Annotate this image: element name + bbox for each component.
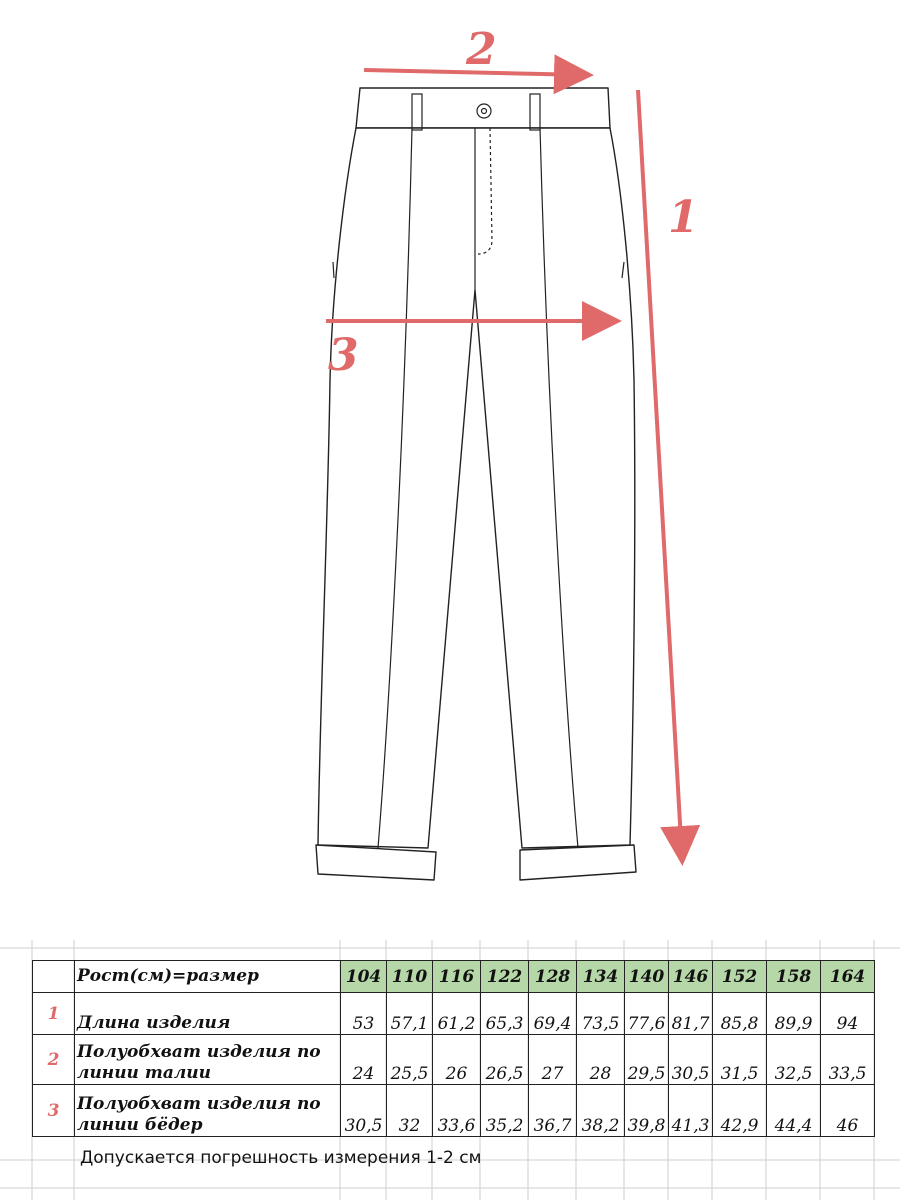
row-index-cell: 1 bbox=[33, 993, 75, 1035]
measurement-note: Допускается погрешность измерения 1-2 см bbox=[80, 1148, 482, 1168]
value-cell: 30,5 bbox=[669, 1035, 713, 1085]
value-cell: 61,2 bbox=[433, 993, 481, 1035]
size-header-cell: 116 bbox=[433, 961, 481, 993]
header-index-cell bbox=[33, 961, 75, 993]
pants-body bbox=[318, 128, 635, 848]
value-cell: 81,7 bbox=[669, 993, 713, 1035]
value-cell: 42,9 bbox=[713, 1085, 767, 1137]
value-cell: 85,8 bbox=[713, 993, 767, 1035]
value-cell: 26 bbox=[433, 1035, 481, 1085]
left-cuff bbox=[316, 845, 436, 880]
row-index-cell: 3 bbox=[33, 1085, 75, 1137]
value-cell: 24 bbox=[341, 1035, 387, 1085]
right-cuff bbox=[520, 845, 636, 880]
value-cell: 73,5 bbox=[577, 993, 625, 1035]
value-cell: 32,5 bbox=[767, 1035, 821, 1085]
value-cell: 94 bbox=[821, 993, 875, 1035]
value-cell: 27 bbox=[529, 1035, 577, 1085]
value-cell: 46 bbox=[821, 1085, 875, 1137]
header-label-cell: Рост(см)=размер bbox=[75, 961, 341, 993]
row-index-cell: 2 bbox=[33, 1035, 75, 1085]
size-header-cell: 140 bbox=[625, 961, 669, 993]
value-cell: 31,5 bbox=[713, 1035, 767, 1085]
value-cell: 77,6 bbox=[625, 993, 669, 1035]
value-cell: 39,8 bbox=[625, 1085, 669, 1137]
value-cell: 53 bbox=[341, 993, 387, 1035]
value-cell: 57,1 bbox=[387, 993, 433, 1035]
marker-3: 3 bbox=[328, 330, 359, 381]
size-header-cell: 164 bbox=[821, 961, 875, 993]
table-row bbox=[33, 1035, 875, 1085]
value-cell: 30,5 bbox=[341, 1085, 387, 1137]
size-table bbox=[32, 960, 875, 1137]
value-cell: 35,2 bbox=[481, 1085, 529, 1137]
row-label-cell: Полуобхват изделия по линии бёдер bbox=[75, 1085, 341, 1137]
value-cell: 26,5 bbox=[481, 1035, 529, 1085]
size-header-cell: 146 bbox=[669, 961, 713, 993]
value-cell: 41,3 bbox=[669, 1085, 713, 1137]
marker-1: 1 bbox=[668, 192, 699, 243]
waistband bbox=[356, 88, 610, 128]
size-header-cell: 128 bbox=[529, 961, 577, 993]
size-header-cell: 104 bbox=[341, 961, 387, 993]
value-cell: 36,7 bbox=[529, 1085, 577, 1137]
value-cell: 28 bbox=[577, 1035, 625, 1085]
value-cell: 33,5 bbox=[821, 1035, 875, 1085]
row-label-cell: Полуобхват изделия по линии талии bbox=[75, 1035, 341, 1085]
table-row bbox=[33, 1085, 875, 1137]
value-cell: 29,5 bbox=[625, 1035, 669, 1085]
value-cell: 44,4 bbox=[767, 1085, 821, 1137]
row-label-cell: Длина изделия bbox=[75, 993, 341, 1035]
value-cell: 32 bbox=[387, 1085, 433, 1137]
value-cell: 25,5 bbox=[387, 1035, 433, 1085]
value-cell: 89,9 bbox=[767, 993, 821, 1035]
value-cell: 38,2 bbox=[577, 1085, 625, 1137]
size-header-cell: 134 bbox=[577, 961, 625, 993]
size-header-cell: 152 bbox=[713, 961, 767, 993]
marker-2: 2 bbox=[466, 24, 497, 75]
size-header-cell: 158 bbox=[767, 961, 821, 993]
size-header-cell: 122 bbox=[481, 961, 529, 993]
value-cell: 65,3 bbox=[481, 993, 529, 1035]
size-header-cell: 110 bbox=[387, 961, 433, 993]
table-header-row bbox=[33, 961, 875, 993]
value-cell: 33,6 bbox=[433, 1085, 481, 1137]
table-row bbox=[33, 993, 875, 1035]
value-cell: 69,4 bbox=[529, 993, 577, 1035]
